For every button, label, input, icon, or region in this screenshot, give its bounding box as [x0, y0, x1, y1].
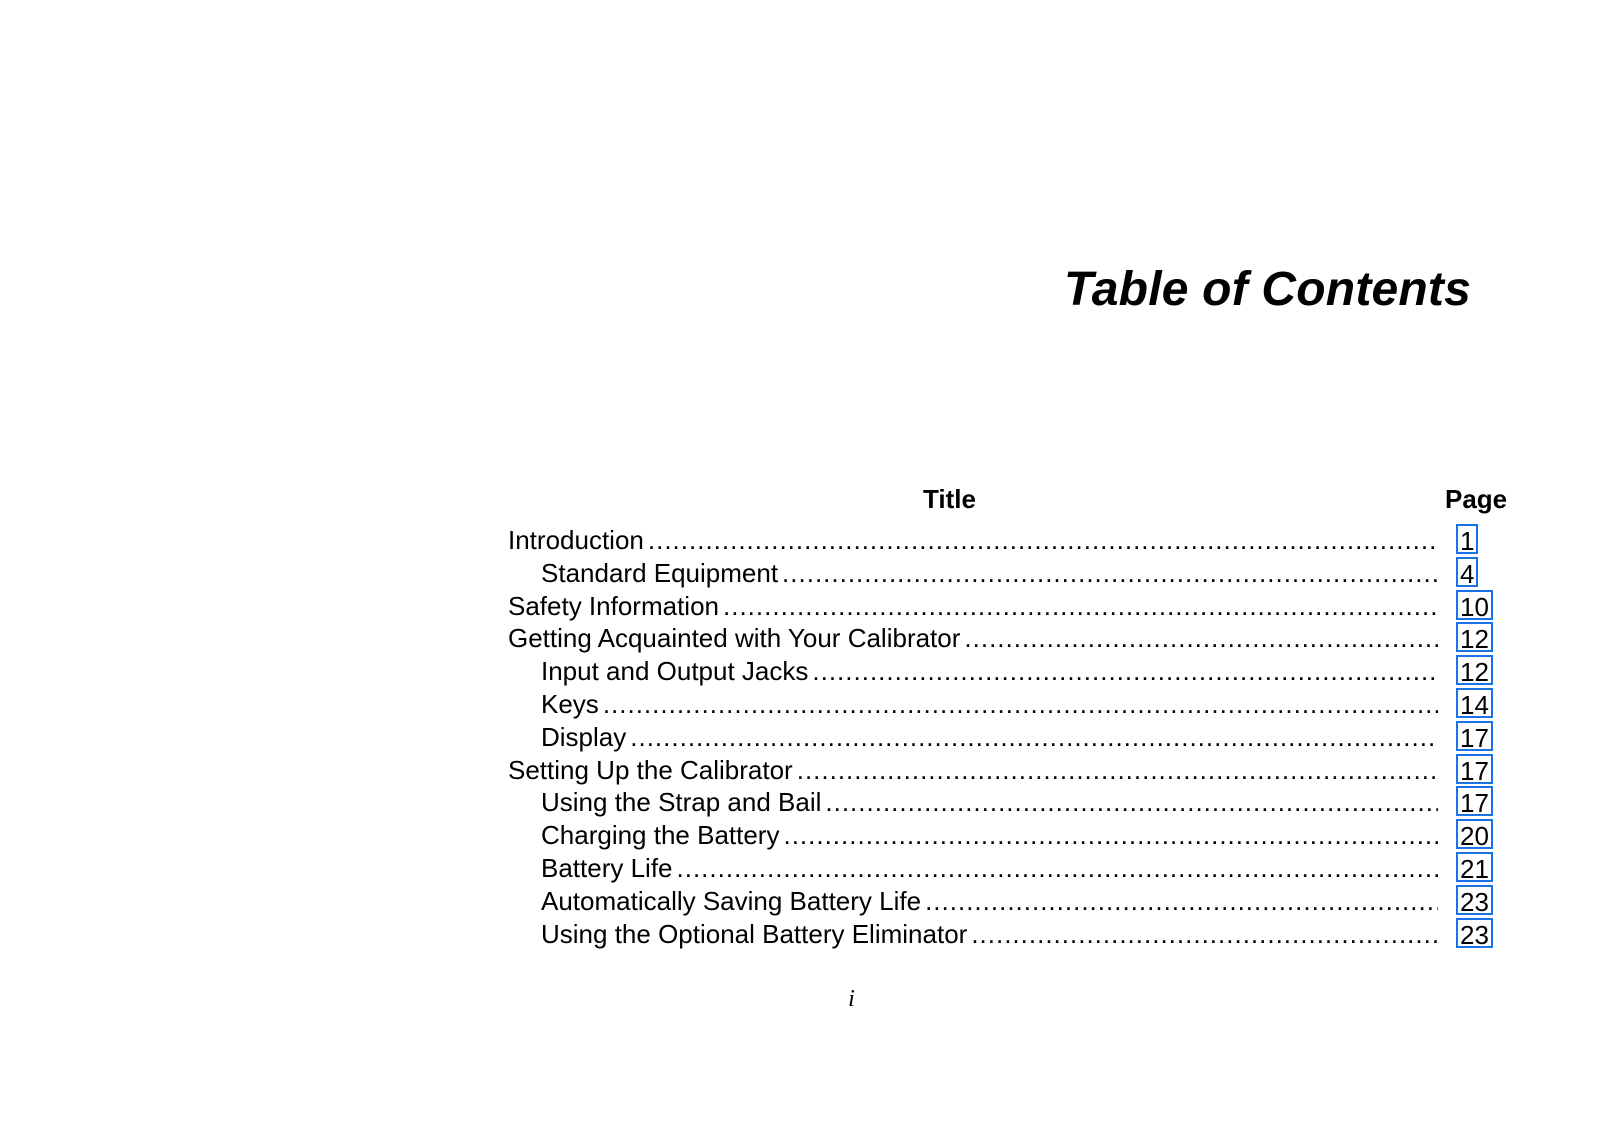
page-link-battery-eliminator[interactable]: 23	[1456, 918, 1493, 948]
dot-leader	[783, 819, 1438, 851]
page-number-label: i	[848, 986, 855, 1012]
toc-entry-label: Setting Up the Calibrator	[508, 754, 797, 786]
toc-header	[508, 484, 1508, 524]
toc-entry-saving-battery-life	[508, 885, 1508, 918]
toc-entry-label: Keys	[541, 688, 603, 720]
page-link-input-output-jacks[interactable]: 12	[1456, 655, 1493, 685]
toc-entry-introduction	[508, 524, 1508, 557]
toc-entry-charging-battery	[508, 819, 1508, 852]
toc-entry-safety-information	[508, 590, 1508, 623]
toc-entry-input-output-jacks	[508, 655, 1508, 688]
dot-leader	[964, 622, 1438, 654]
toc-entry-label: Using the Strap and Bail	[541, 786, 825, 818]
dot-leader	[630, 721, 1438, 753]
dot-leader	[797, 754, 1438, 786]
toc-entry-battery-life	[508, 852, 1508, 885]
dot-leader	[971, 918, 1438, 950]
page-link-battery-life[interactable]: 21	[1456, 852, 1493, 882]
toc-entry-display	[508, 721, 1508, 754]
table-of-contents	[508, 484, 1508, 950]
dot-leader	[603, 688, 1438, 720]
toc-entry-label: Battery Life	[541, 852, 677, 884]
dot-leader	[782, 557, 1438, 589]
dot-leader	[825, 786, 1438, 818]
page-column-header: Page	[1445, 484, 1508, 514]
dot-leader	[723, 590, 1438, 622]
toc-entry-label: Introduction	[508, 524, 648, 556]
toc-entry-standard-equipment	[508, 557, 1508, 590]
toc-entry-label: Input and Output Jacks	[541, 655, 812, 687]
toc-entry-strap-and-bail	[508, 786, 1508, 819]
title-column-header: Title	[923, 484, 976, 514]
toc-entry-keys	[508, 688, 1508, 721]
toc-entry-setting-up	[508, 754, 1508, 787]
page-link-introduction[interactable]: 1	[1456, 524, 1478, 554]
page-link-display[interactable]: 17	[1456, 721, 1493, 751]
toc-entry-label: Charging the Battery	[541, 819, 783, 851]
page-link-getting-acquainted[interactable]: 12	[1456, 622, 1493, 652]
dot-leader	[925, 885, 1438, 917]
toc-entry-battery-eliminator	[508, 918, 1508, 951]
toc-entry-label: Using the Optional Battery Eliminator	[541, 918, 971, 950]
page-link-setting-up[interactable]: 17	[1456, 754, 1493, 784]
page-link-safety-information[interactable]: 10	[1456, 590, 1493, 620]
toc-entry-label: Safety Information	[508, 590, 723, 622]
toc-entry-label: Automatically Saving Battery Life	[541, 885, 925, 917]
toc-entry-label: Standard Equipment	[541, 557, 782, 589]
toc-entry-getting-acquainted	[508, 622, 1508, 655]
page-link-charging-battery[interactable]: 20	[1456, 819, 1493, 849]
toc-entry-label: Display	[541, 721, 630, 753]
dot-leader	[648, 524, 1438, 556]
page-title: Table of Contents	[1064, 263, 1471, 316]
page-number	[0, 986, 1611, 1013]
dot-leader	[677, 852, 1438, 884]
dot-leader	[812, 655, 1438, 687]
toc-entry-label: Getting Acquainted with Your Calibrator	[508, 622, 964, 654]
page-link-saving-battery-life[interactable]: 23	[1456, 885, 1493, 915]
page-link-standard-equipment[interactable]: 4	[1456, 557, 1478, 587]
page-link-keys[interactable]: 14	[1456, 688, 1493, 718]
page-link-strap-and-bail[interactable]: 17	[1456, 786, 1493, 816]
